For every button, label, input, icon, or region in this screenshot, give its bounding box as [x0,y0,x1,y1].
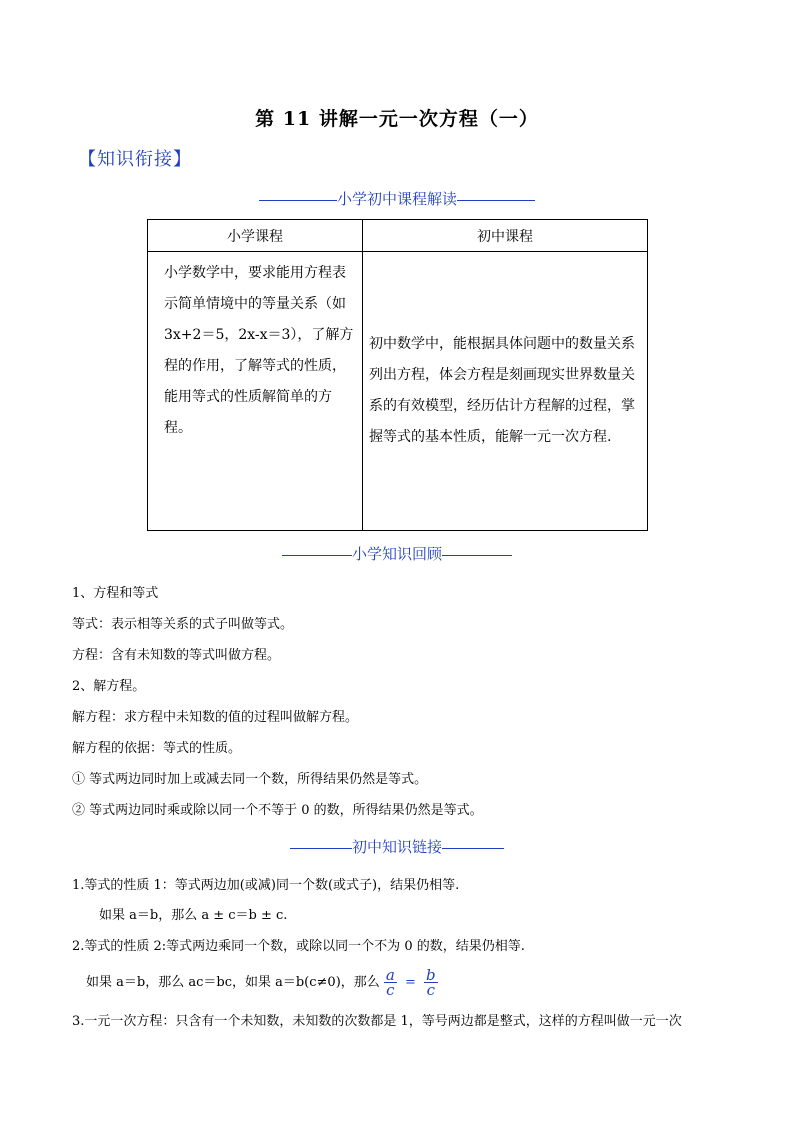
divider-dash-left [282,555,352,556]
review-line: 2、解方程。 [72,679,146,694]
divider-dash-right [457,200,535,201]
table-body-row [148,252,648,531]
section-heading-knowledge-link: 【知识衔接】 [78,149,192,170]
page-title: 第 11 讲解一元一次方程（一） [255,108,539,130]
property-2: 2.等式的性质 2:等式两边乘同一个数，或除以同一个不为 0 的数，结果仍相等. [72,939,525,954]
review-line: 方程：含有未知数的等式叫做方程。 [72,648,281,663]
table-header-primary: 小学课程 [148,220,363,252]
review-line: ② 等式两边同时乘或除以同一个不等于 0 的数，所得结果仍然是等式。 [72,803,483,818]
review-line: ① 等式两边同时加上或减去同一个数，所得结果仍然是等式。 [72,772,428,787]
table-cell-junior: 初中数学中，能根据具体问题中的数量关系列出方程，体会方程是刻画现实世界数量关系的有效模型，经历估计方程解的过程，掌握等式的基本性质，能解一元一次方程. [363,252,648,531]
divider-label: 初中知识链接 [351,838,442,856]
fraction-a-over-c [384,968,397,997]
review-line: 等式：表示相等关系的式子叫做等式。 [72,617,294,632]
review-line: 1、方程和等式 [72,586,159,601]
review-line: 解方程的依据：等式的性质。 [72,741,242,756]
property-1-example: 如果 a＝b，那么 a ± c＝b ± c. [99,908,288,923]
divider-junior-link [0,836,794,857]
table-header-junior: 初中课程 [363,220,648,252]
property-1: 1.等式的性质 1：等式两边加(或减)同一个数(或式子)，结果仍相等. [72,878,460,893]
divider-dash-right [442,555,512,556]
fraction-numerator: b [426,966,436,984]
fraction-denominator: c [426,981,436,999]
divider-course-interpretation [0,188,794,209]
divider-dash-left [290,848,352,849]
fraction-numerator: a [385,966,395,984]
course-comparison-table [147,219,648,531]
property-2-example [86,968,438,997]
property-2-example-text: 如果 a＝b，那么 ac＝bc，如果 a＝b(c≠0)，那么 [86,975,380,990]
fraction-denominator: c [386,981,395,999]
divider-label: 小学知识回顾 [351,545,442,563]
table-cell-primary: 小学数学中，要求能用方程表示简单情境中的等量关系（如 3x+2＝5，2x-x＝3），了解方程的作用，了解等式的性质，能用等式的性质解简单的方程。 [148,252,363,531]
divider-dash-left [259,200,337,201]
divider-primary-review [0,543,794,564]
fraction-b-over-c [424,968,438,997]
divider-label: 小学初中课程解读 [336,190,457,208]
review-line: 解方程：求方程中未知数的值的过程叫做解方程。 [72,710,359,725]
divider-dash-right [442,848,504,849]
definition-3: 3.一元一次方程：只含有一个未知数，未知数的次数都是 1，等号两边都是整式，这样的方程叫做一元一次 [72,1014,682,1029]
equals-sign: = [405,975,416,990]
table-header-row [148,220,648,252]
